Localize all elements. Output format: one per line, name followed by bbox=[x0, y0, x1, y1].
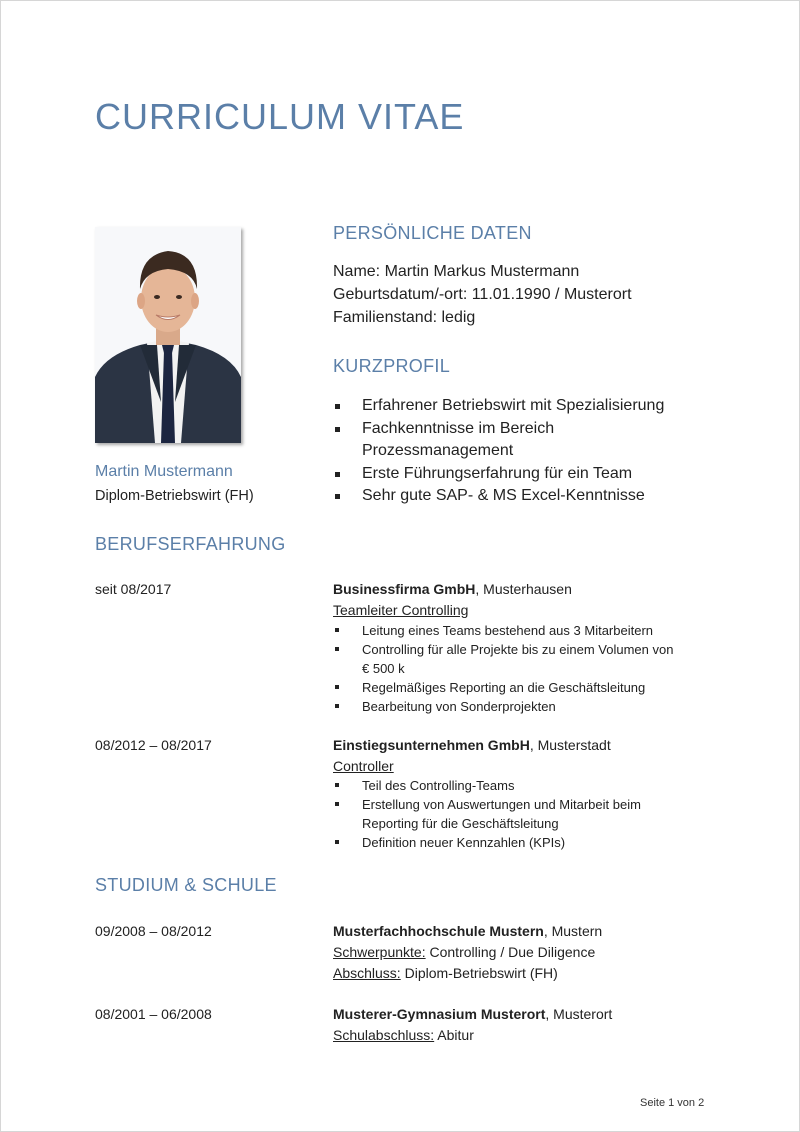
list-item: Leitung eines Teams bestehend aus 3 Mitarbeitern bbox=[333, 621, 683, 640]
list-item: Bearbeitung von Sonderprojekten bbox=[333, 697, 683, 716]
personal-name: Name: Martin Markus Mustermann bbox=[333, 263, 580, 280]
education-entry bbox=[333, 921, 602, 984]
profile-list bbox=[333, 395, 693, 508]
heading-education: STUDIUM & SCHULE bbox=[95, 875, 277, 895]
person-portrait-icon bbox=[95, 227, 241, 443]
heading-short-profile: KURZPROFIL bbox=[333, 356, 451, 376]
list-item: Definition neuer Kennzahlen (KPIs) bbox=[333, 833, 683, 852]
job-company: Einstiegsunternehmen GmbH bbox=[333, 737, 530, 753]
education-date: 09/2008 – 08/2012 bbox=[95, 923, 212, 939]
school-location: , Musterort bbox=[545, 1006, 613, 1022]
school-location: , Mustern bbox=[543, 923, 603, 939]
personal-family-status: Familienstand: ledig bbox=[333, 309, 476, 326]
education-date: 08/2001 – 06/2008 bbox=[95, 1006, 212, 1022]
job-entry bbox=[333, 735, 611, 777]
list-item: Erstellung von Auswertungen und Mitarbeit beim Reporting für die Geschäftsleitung bbox=[333, 795, 683, 833]
list-item: Regelmäßiges Reporting an die Geschäftsleitung bbox=[333, 678, 683, 697]
list-item: Erfahrener Betriebswirt mit Spezialisierung bbox=[333, 395, 693, 418]
job-tasks-list bbox=[333, 621, 683, 716]
list-item: Sehr gute SAP- & MS Excel-Kenntnisse bbox=[333, 485, 693, 508]
education-entry bbox=[333, 1004, 612, 1046]
focus-label: Schwerpunkte: bbox=[333, 944, 426, 960]
job-date: seit 08/2017 bbox=[95, 581, 172, 597]
profile-photo bbox=[95, 227, 241, 443]
degree-value: Diplom-Betriebswirt (FH) bbox=[400, 965, 558, 981]
list-item: Controlling für alle Projekte bis zu einem Volumen von € 500 k bbox=[333, 640, 683, 678]
job-location: , Musterstadt bbox=[529, 737, 611, 753]
side-name: Martin Mustermann bbox=[95, 463, 233, 480]
list-item: Erste Führungserfahrung für ein Team bbox=[333, 463, 693, 486]
focus-value: Controlling / Due Diligence bbox=[425, 944, 596, 960]
job-company: Businessfirma GmbH bbox=[333, 581, 476, 597]
document-title: CURRICULUM VITAE bbox=[95, 96, 465, 137]
list-item: Teil des Controlling-Teams bbox=[333, 776, 683, 795]
job-role: Controller bbox=[333, 758, 394, 774]
job-date: 08/2012 – 08/2017 bbox=[95, 737, 212, 753]
school-name: Musterer-Gymnasium Musterort bbox=[333, 1006, 546, 1022]
list-item: Fachkenntnisse im Bereich Prozessmanagement bbox=[333, 418, 693, 463]
job-location: , Musterhausen bbox=[475, 581, 572, 597]
side-job-title: Diplom-Betriebswirt (FH) bbox=[95, 488, 254, 504]
degree-value: Abitur bbox=[434, 1027, 474, 1043]
page-number: Seite 1 von 2 bbox=[640, 1097, 705, 1109]
heading-work-experience: BERUFSERFAHRUNG bbox=[95, 534, 286, 554]
job-entry bbox=[333, 579, 572, 621]
job-tasks-list bbox=[333, 776, 683, 852]
degree-label: Schulabschluss: bbox=[333, 1027, 435, 1043]
personal-birth: Geburtsdatum/-ort: 11.01.1990 / Musterort bbox=[333, 286, 632, 303]
heading-personal-data: PERSÖNLICHE DATEN bbox=[333, 223, 532, 243]
job-role: Teamleiter Controlling bbox=[333, 602, 469, 618]
school-name: Musterfachhochschule Mustern bbox=[333, 923, 544, 939]
degree-label: Abschluss: bbox=[333, 965, 401, 981]
